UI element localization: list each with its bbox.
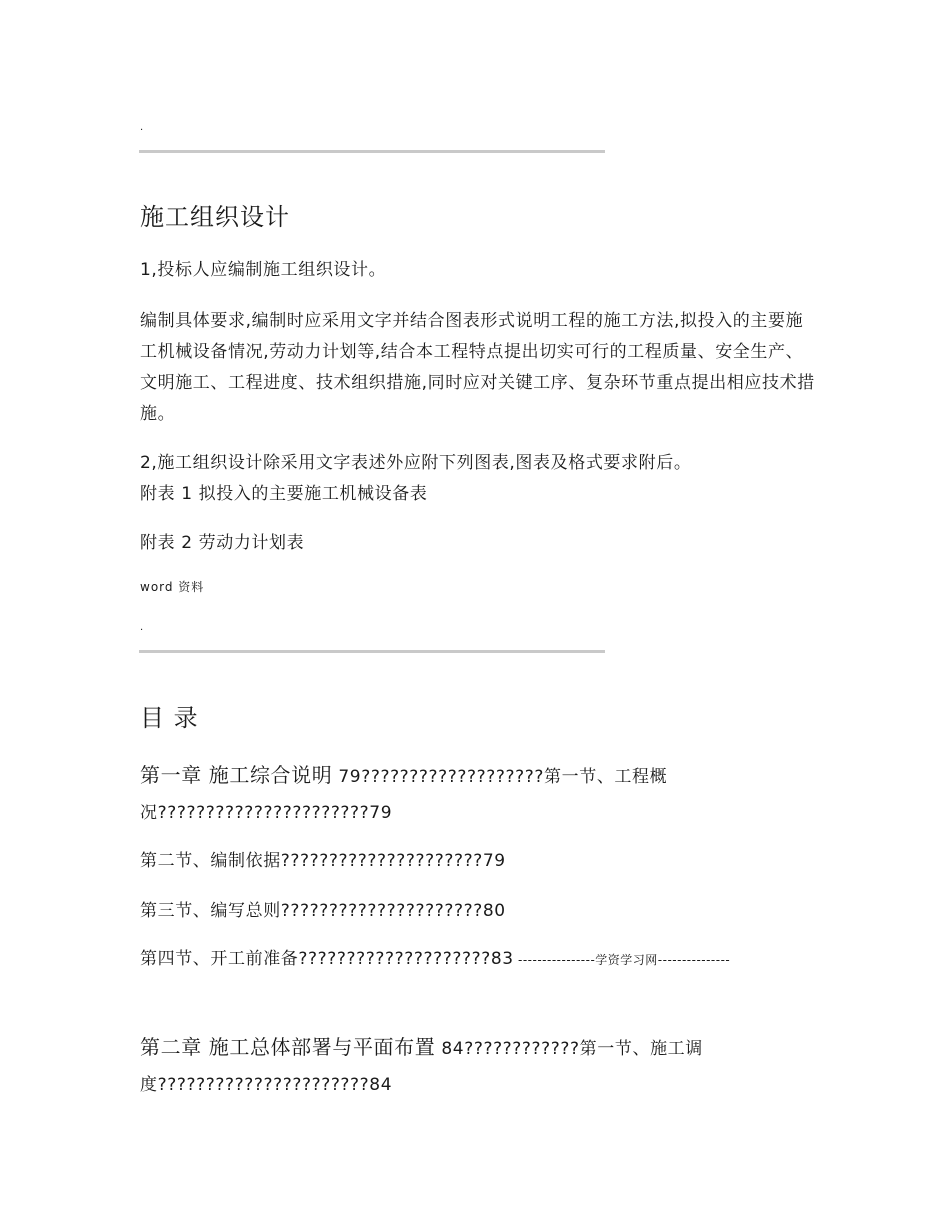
page-marker-dot: . [140, 122, 144, 133]
toc-chapter-2-heading: 第二章 施工总体部署与平面布置 [140, 1035, 436, 1059]
toc-chapter-2 [140, 1029, 830, 1103]
toc-section-3: 第三节、编写总则?????????????????????80 [140, 901, 506, 921]
appendix-table-2: 附表 2 劳动力计划表 [140, 533, 305, 553]
toc-section-4-text: 第四节、开工前准备????????????????????83 [140, 949, 514, 969]
watermark-note: ----------------学资学习网--------------- [513, 953, 731, 967]
toc-title: 目 录 [140, 704, 199, 732]
toc-chapter-1-entries: 79???????????????????第一节、工程概况??????????????????????79 [140, 767, 668, 823]
item-2: 2,施工组织设计除采用文字表述外应附下列图表,图表及格式要求附后。 [140, 453, 692, 473]
appendix-table-1: 附表 1 拟投入的主要施工机械设备表 [140, 484, 428, 504]
page-marker-dot: . [140, 622, 144, 633]
footer-watermark-text: word 资料 [140, 580, 205, 594]
paragraph-requirements: 编制具体要求,编制时应采用文字并结合图表形式说明工程的施工方法,拟投入的主要施工机械设备情况,劳动力计划等,结合本工程特点提出切实可行的工程质量、安全生产、文明施工、工程进度、技术组织措施,同时应对关键工序、复杂环节重点提出相应技术措施。 [140, 311, 815, 424]
toc-chapter-1-heading: 第一章 施工综合说明 [140, 763, 333, 787]
toc-chapter-1 [140, 757, 830, 831]
toc-chapter-2-entries: 84????????????第一节、施工调度??????????????????????84 [140, 1039, 703, 1095]
item-1: 1,投标人应编制施工组织设计。 [140, 260, 387, 280]
header-rule [139, 150, 605, 153]
toc-section-4 [140, 943, 830, 976]
header-rule [139, 650, 605, 653]
section-title: 施工组织设计 [140, 203, 290, 231]
toc-section-2: 第二节、编制依据?????????????????????79 [140, 851, 506, 871]
